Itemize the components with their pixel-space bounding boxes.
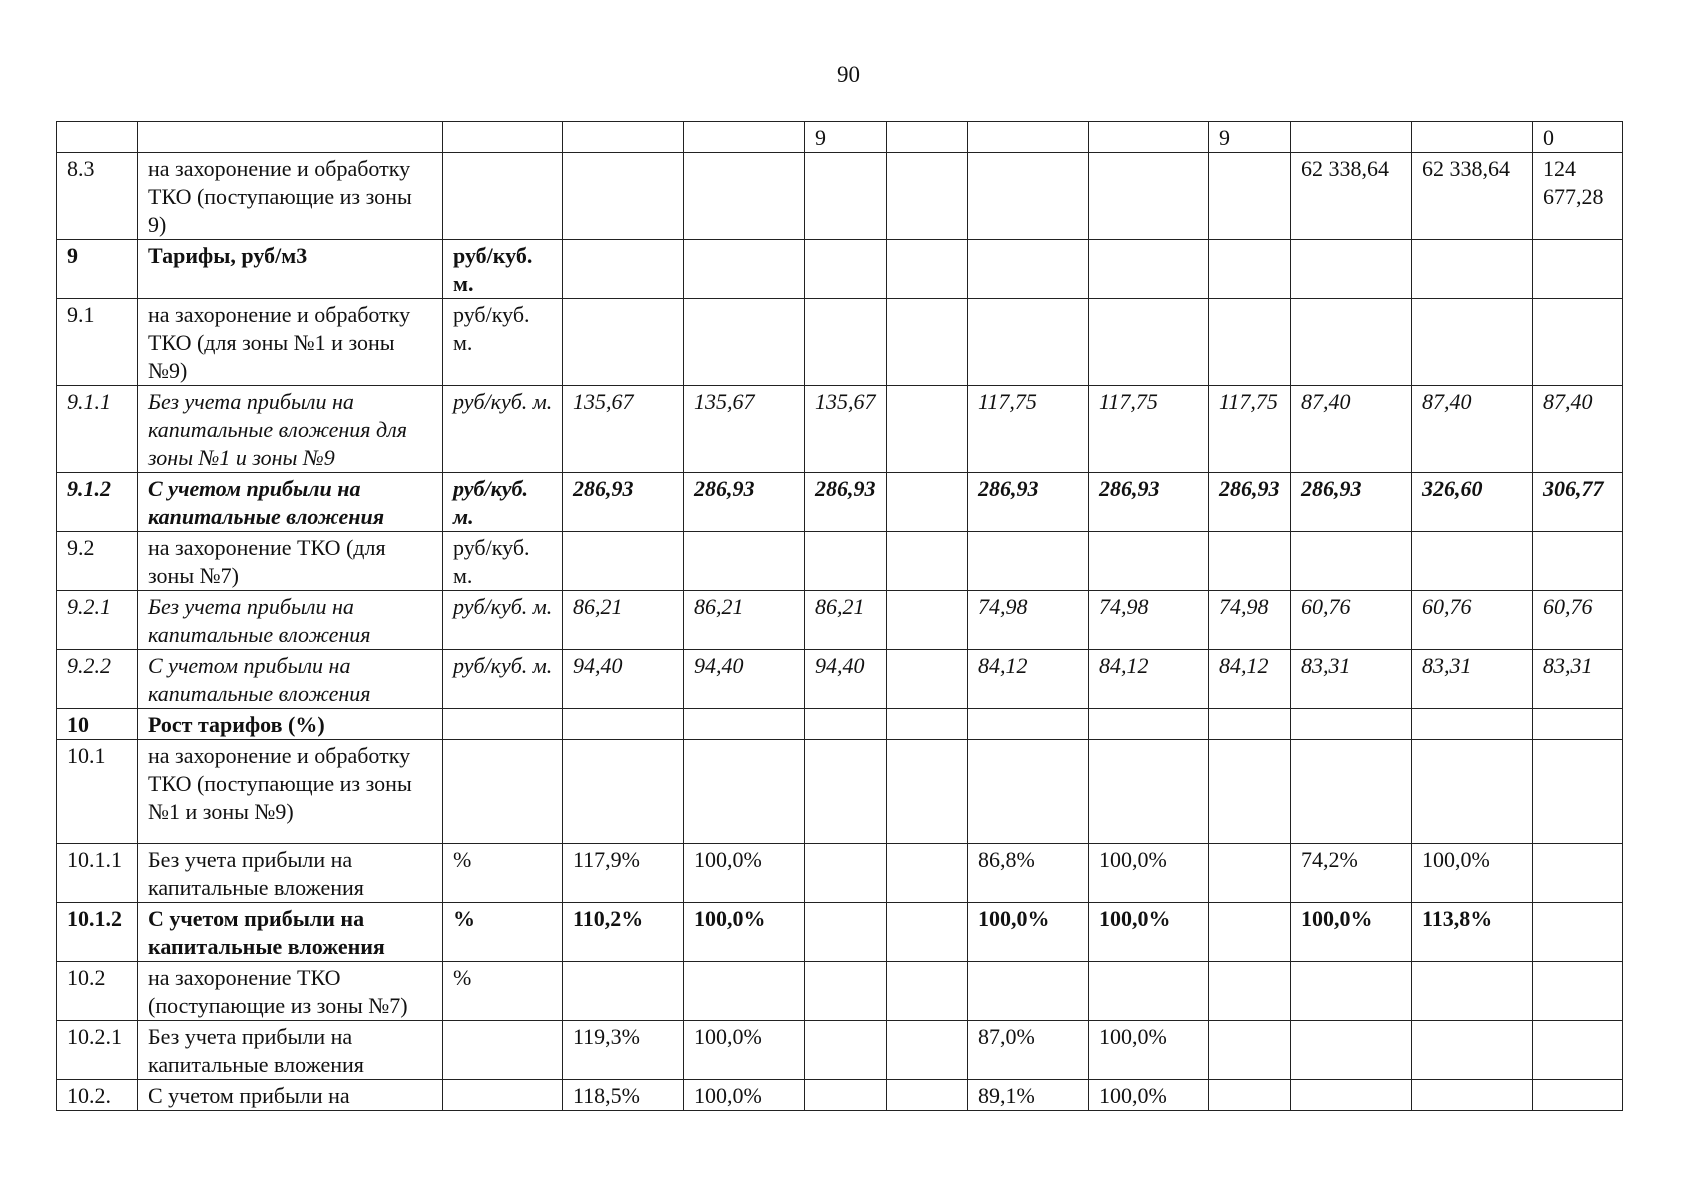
table-cell [1209,1021,1291,1080]
table-cell: 119,3% [563,1021,684,1080]
table-cell: 286,93 [1209,473,1291,532]
table-cell: 135,67 [563,386,684,473]
table-cell: 83,31 [1412,650,1533,709]
table-cell: 84,12 [968,650,1089,709]
table-cell [1291,962,1412,1021]
table-cell: 74,2% [1291,844,1412,903]
table-cell: 60,76 [1291,591,1412,650]
table-cell: 62 338,64 [1291,153,1412,240]
table-cell: на захоронение и обработку ТКО (поступающие из зоны 9) [138,153,443,240]
table-cell: 8.3 [57,153,138,240]
table-cell [1412,1021,1533,1080]
table-cell [887,591,968,650]
table-cell: Без учета прибыли на капитальные вложения [138,1021,443,1080]
table-row [57,591,1623,650]
table-cell [1209,1080,1291,1111]
table-cell: 74,98 [1209,591,1291,650]
table-cell: 94,40 [684,650,805,709]
table-cell: 86,21 [684,591,805,650]
table-cell [1089,122,1209,153]
table-row [57,122,1623,153]
table-cell [1412,240,1533,299]
table-cell [887,153,968,240]
table-cell: Без учета прибыли на капитальные вложения [138,591,443,650]
table-cell [805,903,887,962]
table-cell: 100,0% [684,1080,805,1111]
table-cell [887,1080,968,1111]
table-cell [805,962,887,1021]
table-cell [1209,153,1291,240]
table-cell [563,740,684,844]
table-row [57,532,1623,591]
table-cell: 9.1.1 [57,386,138,473]
table-cell: 100,0% [684,844,805,903]
table-cell: 9 [1209,122,1291,153]
table-cell [805,709,887,740]
table-cell [138,122,443,153]
table-cell: С учетом прибыли на капитальные вложения [138,903,443,962]
table-cell [968,240,1089,299]
table-cell [1209,844,1291,903]
table-cell: 10.1.1 [57,844,138,903]
table-cell: 10 [57,709,138,740]
table-cell [968,740,1089,844]
table-cell [887,473,968,532]
table-cell: 117,75 [1209,386,1291,473]
table-cell [968,532,1089,591]
table-cell: 306,77 [1533,473,1623,532]
table-cell: 117,9% [563,844,684,903]
table-cell: 9 [57,240,138,299]
table-row [57,299,1623,386]
table-cell [1089,532,1209,591]
table-cell [805,153,887,240]
table-cell: % [443,903,563,962]
table-cell: 94,40 [563,650,684,709]
table-cell [563,962,684,1021]
table-cell [1533,844,1623,903]
table-cell [563,299,684,386]
table-cell [1209,240,1291,299]
table-cell: 9.2.2 [57,650,138,709]
table-row [57,903,1623,962]
table-cell [443,1021,563,1080]
table-cell: 113,8% [1412,903,1533,962]
table-cell: 135,67 [805,386,887,473]
table-cell: С учетом прибыли на капитальные вложения [138,473,443,532]
table-cell: руб/куб. м. [443,240,563,299]
table-cell [684,122,805,153]
table-cell: С учетом прибыли на капитальные вложения [138,650,443,709]
table-cell [684,532,805,591]
table-cell: 286,93 [563,473,684,532]
table-cell [1412,299,1533,386]
table-row [57,1080,1623,1111]
table-cell [563,122,684,153]
table-row [57,709,1623,740]
table-cell [1533,1080,1623,1111]
table-cell: на захоронение ТКО (поступающие из зоны №7) [138,962,443,1021]
table-cell: 117,75 [968,386,1089,473]
table-cell: руб/куб. м. [443,386,563,473]
table-cell: % [443,844,563,903]
table-cell: 100,0% [1412,844,1533,903]
table-cell [1291,122,1412,153]
table-cell: 10.2 [57,962,138,1021]
table-cell [968,709,1089,740]
table-cell: руб/куб. м. [443,532,563,591]
table-cell [887,240,968,299]
table-cell: 86,8% [968,844,1089,903]
table-cell [1209,903,1291,962]
table-cell [1089,962,1209,1021]
table-cell: 100,0% [1089,844,1209,903]
table-cell: 9.1.2 [57,473,138,532]
table-cell [968,962,1089,1021]
table-row [57,844,1623,903]
table-cell [1533,740,1623,844]
table-cell [563,709,684,740]
table-cell [1412,962,1533,1021]
table-cell [887,122,968,153]
table-cell: на захоронение и обработку ТКО (поступающие из зоны №1 и зоны №9) [138,740,443,844]
table-cell: 89,1% [968,1080,1089,1111]
table-cell: 100,0% [1089,1021,1209,1080]
table-cell: 10.2. [57,1080,138,1111]
table-cell [563,240,684,299]
table-cell [1533,1021,1623,1080]
table-cell [1089,240,1209,299]
table-cell: 100,0% [684,1021,805,1080]
table-cell [1533,709,1623,740]
table-cell [57,122,138,153]
tariff-table [56,121,1623,1111]
table-row [57,962,1623,1021]
table-cell [684,962,805,1021]
table-cell: 60,76 [1533,591,1623,650]
table-cell [1291,240,1412,299]
table-cell [563,532,684,591]
table-cell [968,299,1089,386]
table-cell [443,709,563,740]
table-cell [1533,532,1623,591]
table-cell [1089,299,1209,386]
table-cell: 0 [1533,122,1623,153]
table-cell: 286,93 [1089,473,1209,532]
table-cell: 60,76 [1412,591,1533,650]
table-row [57,473,1623,532]
table-cell [805,844,887,903]
table-cell: руб/куб. м. [443,473,563,532]
table-row [57,650,1623,709]
table-cell: 83,31 [1291,650,1412,709]
table-cell [968,122,1089,153]
table-cell [968,153,1089,240]
table-cell [805,240,887,299]
table-cell [887,844,968,903]
table-row [57,1021,1623,1080]
table-cell: Рост тарифов (%) [138,709,443,740]
table-cell: 62 338,64 [1412,153,1533,240]
table-cell: руб/куб. м. [443,299,563,386]
table-cell [1533,240,1623,299]
table-cell: 9.1 [57,299,138,386]
table-cell: 117,75 [1089,386,1209,473]
table-cell: 135,67 [684,386,805,473]
table-cell [805,299,887,386]
table-cell: 83,31 [1533,650,1623,709]
table-cell [1533,962,1623,1021]
table-row [57,740,1623,844]
table-cell [887,299,968,386]
table-row [57,386,1623,473]
table-cell [1291,709,1412,740]
table-cell: 10.1 [57,740,138,844]
table-cell [443,153,563,240]
table-cell [563,153,684,240]
table-cell [805,1021,887,1080]
table-cell: 9 [805,122,887,153]
table-cell: 286,93 [684,473,805,532]
table-cell: Тарифы, руб/м3 [138,240,443,299]
table-cell: 118,5% [563,1080,684,1111]
table-cell [1533,903,1623,962]
table-cell [1291,299,1412,386]
table-cell [684,740,805,844]
table-cell: % [443,962,563,1021]
table-cell [887,740,968,844]
table-cell: руб/куб. м. [443,591,563,650]
table-cell: 110,2% [563,903,684,962]
table-cell [1533,299,1623,386]
table-cell: 100,0% [1089,903,1209,962]
table-cell [1291,740,1412,844]
table-cell [443,1080,563,1111]
table-cell: 100,0% [684,903,805,962]
table-cell [1089,153,1209,240]
table-cell [805,1080,887,1111]
table-cell [1291,532,1412,591]
table-cell [1412,740,1533,844]
table-cell [1412,709,1533,740]
table-cell [1412,122,1533,153]
table-cell [805,532,887,591]
table-cell [805,740,887,844]
table-cell: 84,12 [1089,650,1209,709]
table-cell [1209,740,1291,844]
table-cell [1291,1021,1412,1080]
table-cell [887,709,968,740]
table-cell: 86,21 [805,591,887,650]
table-cell [887,532,968,591]
table-cell [1209,962,1291,1021]
table-cell: 87,0% [968,1021,1089,1080]
table-body [57,122,1623,1111]
table-row [57,240,1623,299]
table-cell: 286,93 [805,473,887,532]
table-cell: 94,40 [805,650,887,709]
table-cell [443,740,563,844]
table-cell [887,962,968,1021]
table-cell [1209,532,1291,591]
table-cell: 87,40 [1533,386,1623,473]
table-cell: 286,93 [1291,473,1412,532]
table-cell [1412,532,1533,591]
table-cell [443,122,563,153]
page-number: 90 [837,62,860,87]
table-cell: 100,0% [968,903,1089,962]
table-cell: 10.2.1 [57,1021,138,1080]
table-cell: руб/куб. м. [443,650,563,709]
table-cell: на захоронение и обработку ТКО (для зоны №1 и зоны №9) [138,299,443,386]
table-cell: Без учета прибыли на капитальные вложения для зоны №1 и зоны №9 [138,386,443,473]
table-cell [1291,1080,1412,1111]
table-cell: 100,0% [1291,903,1412,962]
table-cell: 9.2 [57,532,138,591]
table-cell [1209,709,1291,740]
table-cell: 9.2.1 [57,591,138,650]
table-cell [684,153,805,240]
table-cell [1089,709,1209,740]
table-cell: 74,98 [1089,591,1209,650]
table-cell [887,903,968,962]
table-cell [684,299,805,386]
table-cell [684,709,805,740]
table-cell [684,240,805,299]
table-row [57,153,1623,240]
table-cell: 86,21 [563,591,684,650]
table-cell: 87,40 [1412,386,1533,473]
table-cell: Без учета прибыли на капитальные вложения [138,844,443,903]
table-cell: 74,98 [968,591,1089,650]
table-cell [887,650,968,709]
table-cell: 84,12 [1209,650,1291,709]
table-cell [887,386,968,473]
table-cell: С учетом прибыли на [138,1080,443,1111]
table-cell: 100,0% [1089,1080,1209,1111]
table-cell: 87,40 [1291,386,1412,473]
table-cell [887,1021,968,1080]
table-cell: 124 677,28 [1533,153,1623,240]
table-cell [1412,1080,1533,1111]
table-cell: 326,60 [1412,473,1533,532]
table-cell: на захоронение ТКО (для зоны №7) [138,532,443,591]
table-cell: 286,93 [968,473,1089,532]
table-cell [1209,299,1291,386]
table-cell: 10.1.2 [57,903,138,962]
table-cell [1089,740,1209,844]
